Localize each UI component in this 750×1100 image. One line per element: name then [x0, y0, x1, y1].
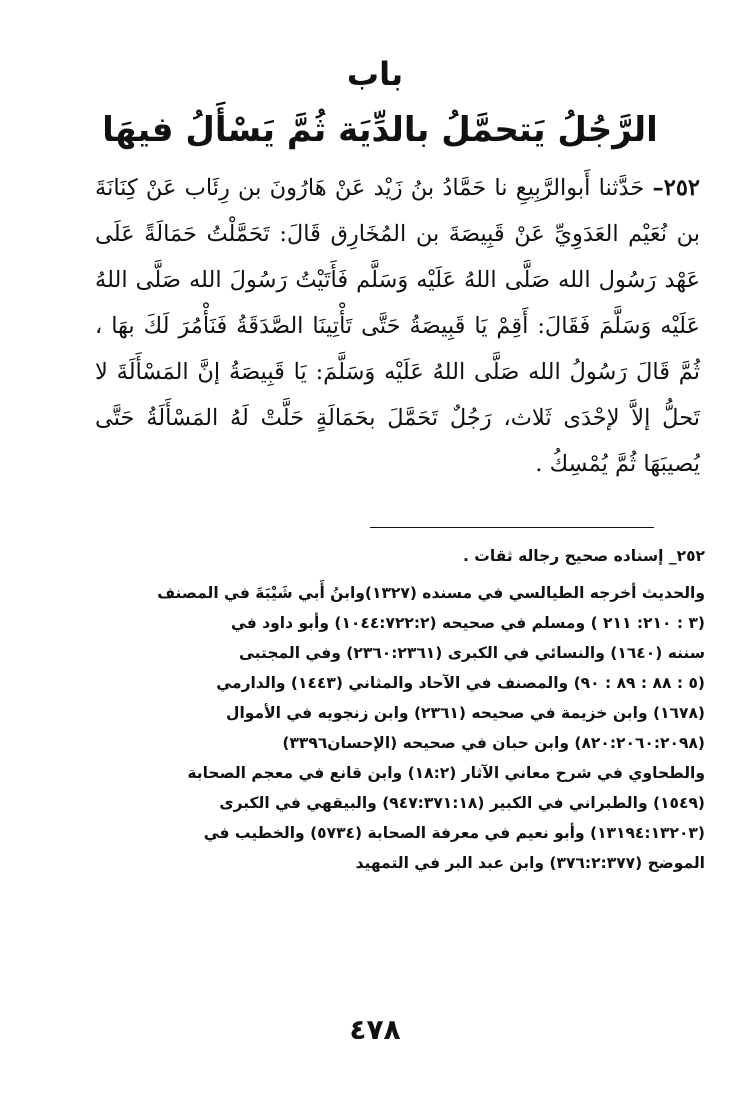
- footnote-grading: ٢٥٢_ إسناده صحيح رجاله ثقات .: [463, 547, 705, 565]
- chapter-title: الرَّجُلُ يَتحمَّلُ بالدِّيَة ثُمَّ يَسْأَلُ فيهَا: [102, 110, 658, 150]
- footnote-source-line: والطحاوي في شرح معاني الآثار (١٨:٢) وابن قانع في معجم الصحابة: [187, 764, 705, 782]
- footnotes: [95, 540, 705, 878]
- chapter-label: باب: [346, 55, 404, 93]
- footnote-source-line: سننه (١٦٤٠) والنسائي في الكبرى (٢٣٦٠:٢٣٦١) وفي المجتبى: [239, 644, 705, 662]
- footnote-source-line: الموضح (٣٧٦:٢:٣٧٧) وابن عبد البر في التمهيد: [355, 854, 705, 872]
- hadith-text: حَدَّثنا أَبوالرَّبِيعِ نا حَمَّادُ بنُ زَيْد عَنْ هَارُونَ بن رِئَاب عَنْ كِنَانَةَ بن نُعَيْم العَدَوِيِّ عَنْ قَبِيصَةَ بن المُخَارِق قَالَ: تَحَمَّلْتُ حَمَالَةً عَلَى عَهْد رَسُول الله صَلَّى اللهُ عَلَيْه وَسَلَّم فَأَتَيْتُ رَسُولَ الله صَلَّى اللهُ عَلَيْه وَسَلَّمَ فَقَالَ: أَقِمْ يَا قَبِيصَةُ حَتَّى تَأْتِينَا الصَّدَقَةُ فَنَأْمُرَ لَكَ بهَا ، ثُمَّ قَالَ رَسُولُ الله صَلَّى اللهُ عَلَيْه وَسَلَّمَ: يَا قَبِيصَةُ إنَّ المَسْأَلَةَ لا تَحلُّ إلاَّ لإحْدَى ثَلاث، رَجُلٌ تَحَمَّلَ بحَمَالَةٍ حَلَّتْ لَهُ المَسْأَلَةُ حَتَّى يُصيبَهَا ثُمَّ يُمْسِكُ .: [95, 175, 700, 477]
- footnote-source-line: (١٣١٩٤:١٣٢٠٣) وأبو نعيم في معرفة الصحابة (٥٧٣٤) والخطيب في: [203, 824, 705, 842]
- footnote-source-line: (٨٢٠:٢٠٦٠:٢٠٩٨) وابن حبان في صحيحه (الإحسان٣٣٩٦): [282, 734, 705, 752]
- hadith-text-block: [95, 165, 700, 487]
- footnote-source-line: (١٥٤٩) والطبراني في الكبير (٩٤٧:٣٧١:١٨) والبيقهي في الكبرى: [219, 794, 705, 812]
- footnote-source-line: (٣ : ٢١٠: ٢١١ ) ومسلم في صحيحه (١٠٤٤:٧٢٢:٢) وأبو داود في: [230, 614, 705, 632]
- footnote-source-line: والحديث أخرجه الطيالسي في مسنده (١٣٢٧)وابنُ أَبي شَيْبَةَ في المصنف: [157, 584, 705, 602]
- hadith-number: ٢٥٢–: [652, 175, 700, 201]
- footnote-source-line: (٥ : ٨٨ : ٨٩ : ٩٠) والمصنف في الآحاد والمثاني (١٤٤٣) والدارمي: [216, 674, 705, 692]
- footnote-source-line: (١٦٧٨) وابن خزيمة في صحيحه (٢٣٦١) وابن زنجويه في الأموال: [226, 704, 705, 722]
- footnote-separator: [370, 527, 654, 528]
- page-number: ٤٧٨: [349, 1013, 401, 1046]
- footnote-sources: [95, 578, 705, 878]
